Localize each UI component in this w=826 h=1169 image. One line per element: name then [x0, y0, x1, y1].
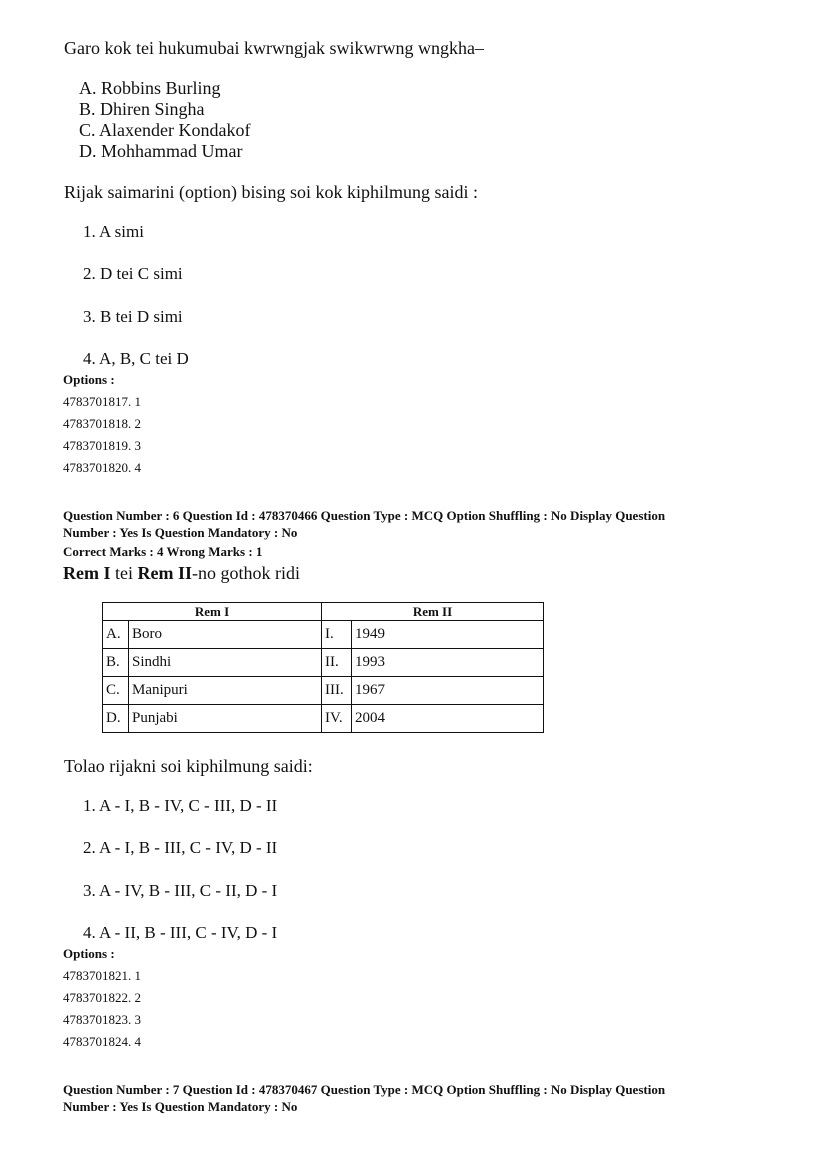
option-id: 4783701818. 2: [63, 416, 141, 431]
list-item: A. Robbins Burling: [79, 78, 221, 98]
table-cell: D.: [103, 705, 129, 733]
question-meta: Question Number : 7 Question Id : 478370467 Question Type : MCQ Option Shuffling : No Display Question: [63, 1082, 666, 1097]
options-label: Options :: [63, 946, 115, 961]
table-cell: Boro: [129, 621, 322, 649]
answer-choice: 4. A - II, B - III, C - IV, D - I: [83, 923, 278, 942]
table-row: [103, 621, 544, 649]
list-item: C. Alaxender Kondakof: [79, 120, 251, 140]
answer-choice: 2. A - I, B - III, C - IV, D - II: [83, 838, 278, 857]
answer-choice: 3. A - IV, B - III, C - II, D - I: [83, 881, 278, 900]
marks-line: Correct Marks : 4 Wrong Marks : 1: [63, 544, 263, 559]
table-cell: I.: [322, 621, 352, 649]
answer-choice: 3. B tei D simi: [83, 307, 183, 326]
table-cell: II.: [322, 649, 352, 677]
table-header: Rem II: [322, 603, 544, 621]
table-cell: Sindhi: [129, 649, 322, 677]
option-id: 4783701823. 3: [63, 1012, 141, 1027]
question-meta: Question Number : 6 Question Id : 478370466 Question Type : MCQ Option Shuffling : No Display Question: [63, 508, 666, 523]
question-meta: Number : Yes Is Question Mandatory : No: [63, 1099, 298, 1114]
option-id: 4783701820. 4: [63, 460, 141, 475]
table-row: [103, 649, 544, 677]
table-cell: III.: [322, 677, 352, 705]
answer-choice: 1. A simi: [83, 222, 144, 241]
table-header-row: [103, 603, 544, 621]
table-row: [103, 677, 544, 705]
option-id: 4783701824. 4: [63, 1034, 141, 1049]
option-id: 4783701819. 3: [63, 438, 141, 453]
match-table: [102, 602, 544, 733]
list-item: B. Dhiren Singha: [79, 99, 205, 119]
title-suffix: -no gothok ridi: [192, 563, 300, 583]
table-cell: Punjabi: [129, 705, 322, 733]
option-id: 4783701821. 1: [63, 968, 141, 983]
table-cell: 1949: [352, 621, 544, 649]
table-cell: 1967: [352, 677, 544, 705]
question-stem: [63, 563, 300, 584]
rem-one-label: Rem I: [63, 563, 111, 583]
answer-choice: 2. D tei C simi: [83, 264, 183, 283]
title-connector: tei: [110, 563, 138, 583]
table-cell: A.: [103, 621, 129, 649]
table-cell: B.: [103, 649, 129, 677]
question-prompt: Rijak saimarini (option) bising soi kok kiphilmung saidi :: [64, 182, 478, 202]
table-cell: C.: [103, 677, 129, 705]
options-label: Options :: [63, 372, 115, 387]
question-stem: Garo kok tei hukumubai kwrwngjak swikwrwng wngkha–: [64, 38, 484, 58]
answer-choice: 4. A, B, C tei D: [83, 349, 189, 368]
option-id: 4783701817. 1: [63, 394, 141, 409]
table-cell: 1993: [352, 649, 544, 677]
option-id: 4783701822. 2: [63, 990, 141, 1005]
question-meta: Number : Yes Is Question Mandatory : No: [63, 525, 298, 540]
answer-choice: 1. A - I, B - IV, C - III, D - II: [83, 796, 278, 815]
list-item: D. Mohhammad Umar: [79, 141, 243, 161]
question-prompt: Tolao rijakni soi kiphilmung saidi:: [64, 756, 313, 776]
table-cell: 2004: [352, 705, 544, 733]
table-cell: Manipuri: [129, 677, 322, 705]
table-header: Rem I: [103, 603, 322, 621]
table-cell: IV.: [322, 705, 352, 733]
rem-two-label: Rem II: [137, 563, 192, 583]
table-row: [103, 705, 544, 733]
